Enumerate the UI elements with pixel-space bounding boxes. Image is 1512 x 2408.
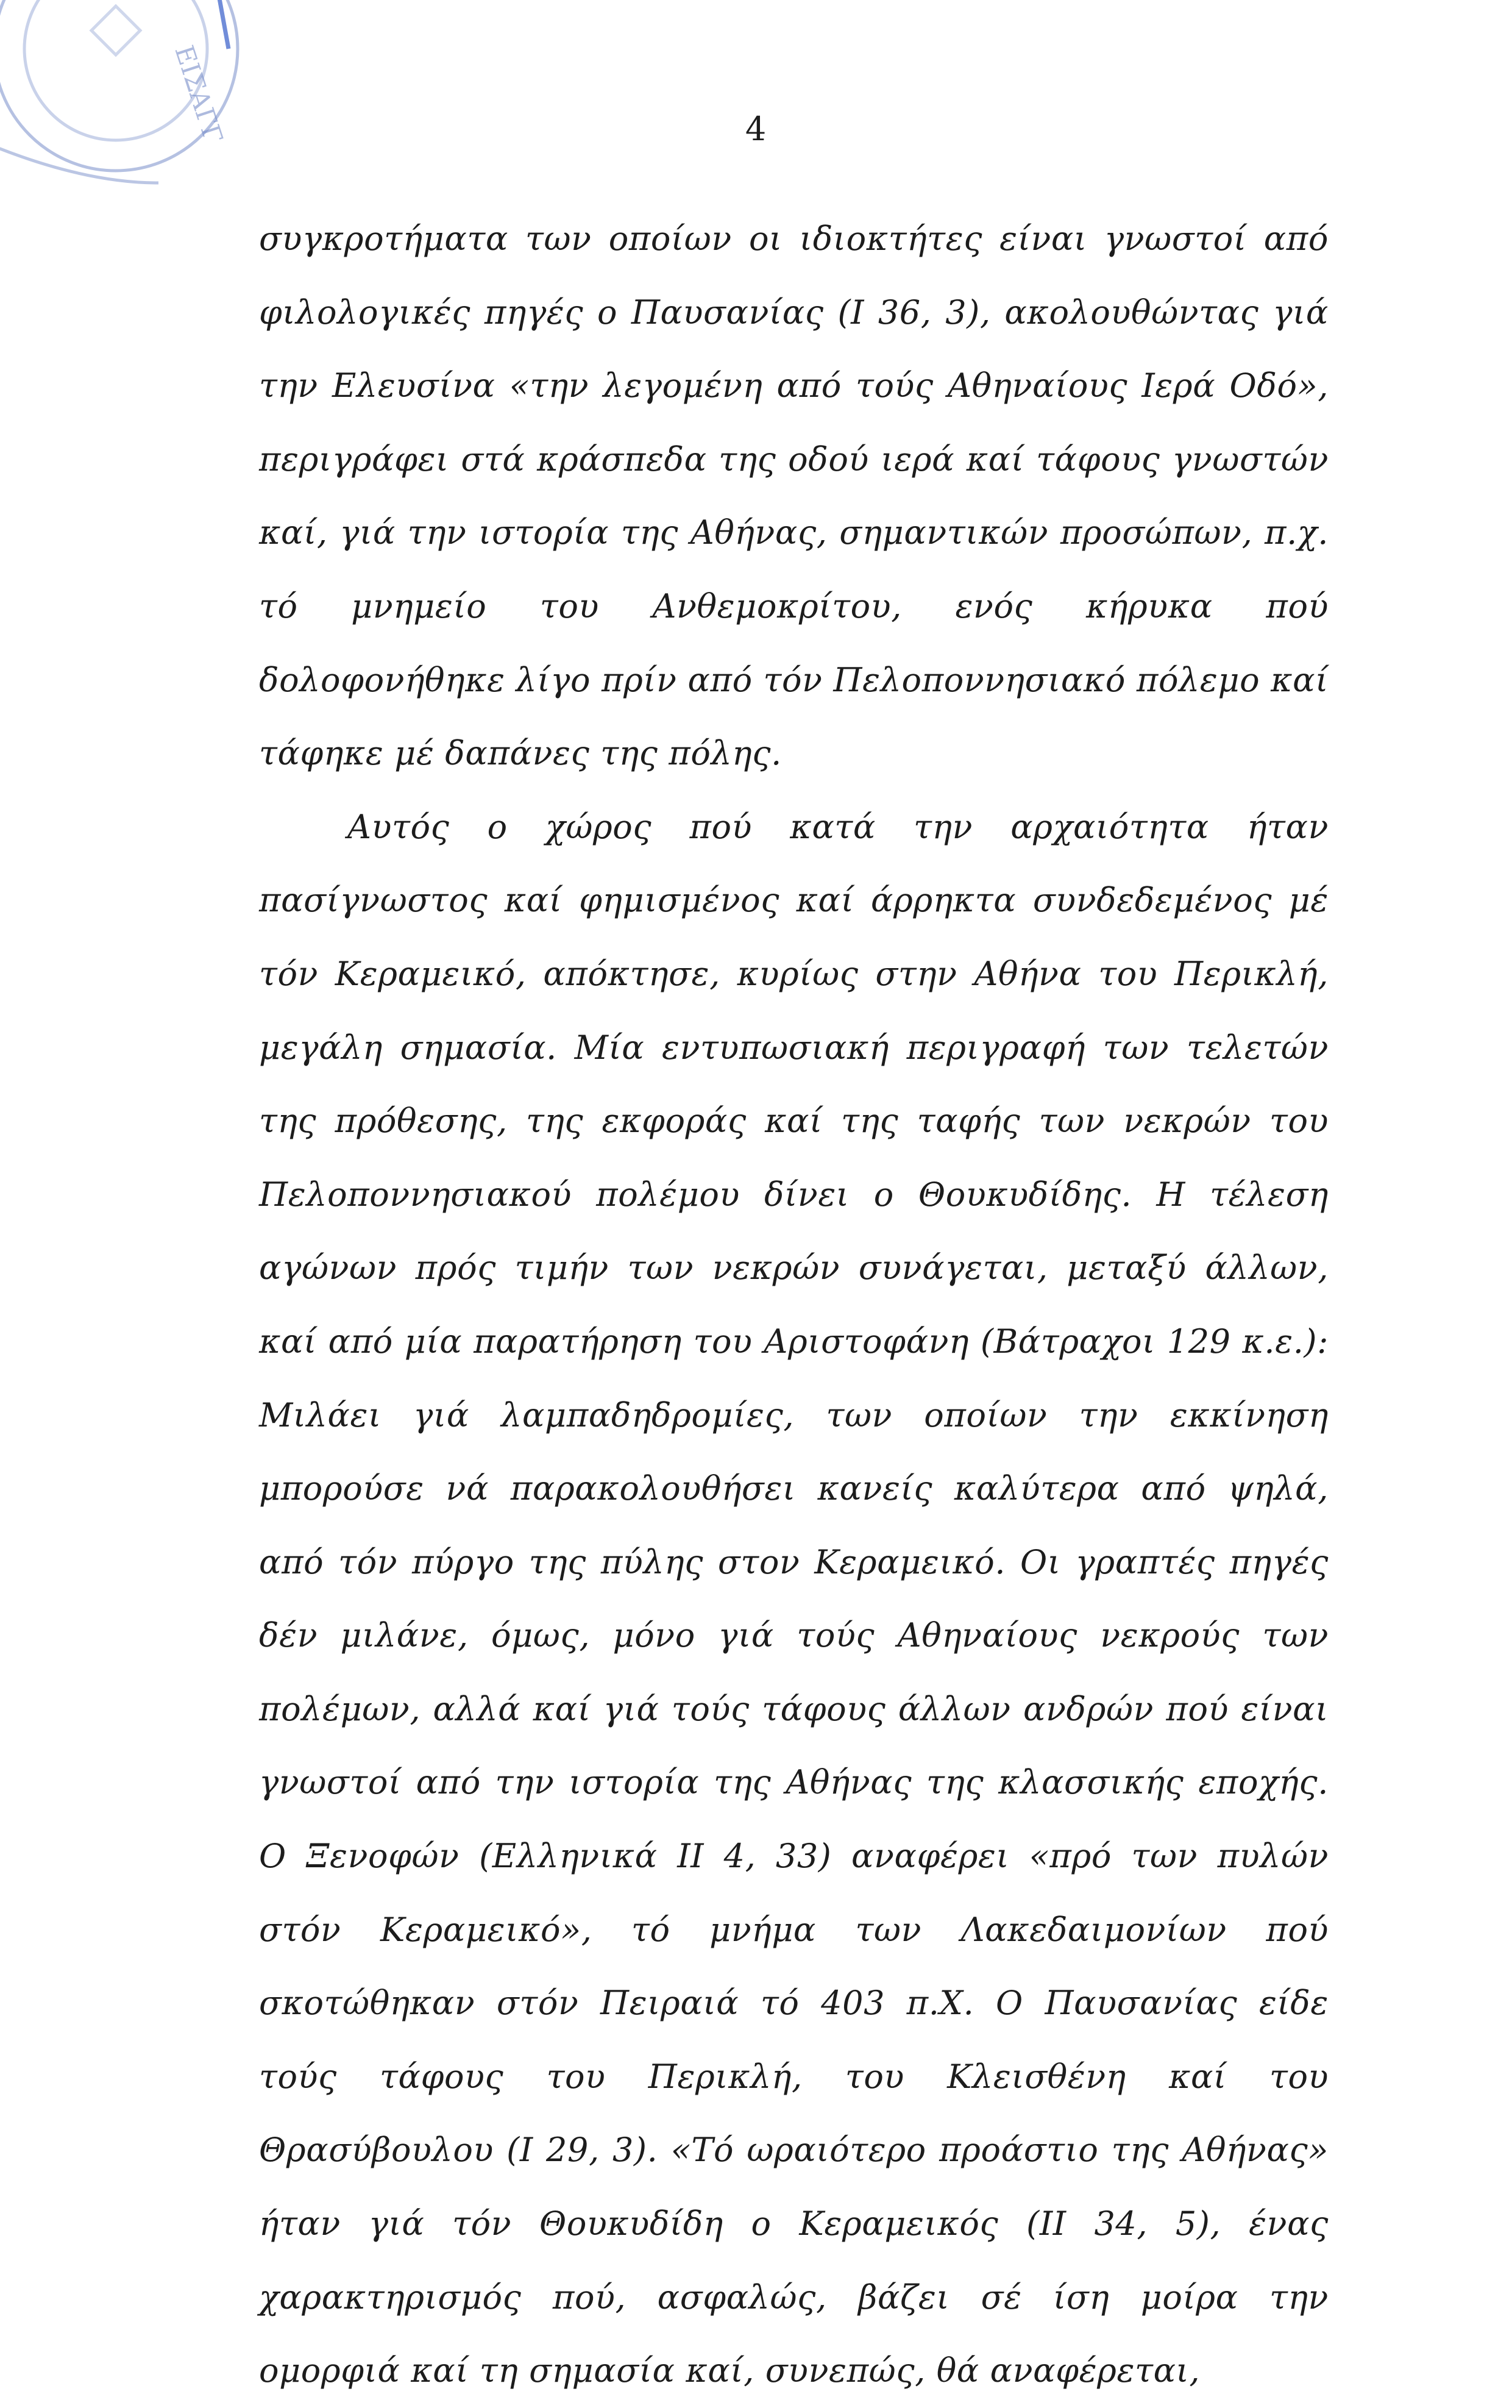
seal-text-fragment: ΕΙΣΑΓΓ (169, 41, 229, 148)
official-seal-stamp (0, 0, 280, 219)
page-number: 4 (745, 110, 767, 148)
body-text (259, 202, 1329, 2408)
paragraph-continuation: συγκροτήματα των οποίων οι ιδιοκτήτες είναι γνωστοί από φιλολογικές πηγές ο Παυσανίας (Ι 36, 3), ακολουθώντας γιά την Ελευσίνα «την λεγομένη από τούς Αθηναίους Ιερά Οδό», περιγράφει στά κράσπεδα της οδού ιερά καί τάφους γνωστών καί, γιά την ιστορία της Αθήνας, σημαντικών προσώπων, π.χ. τό μνημείο του Ανθεμοκρίτου, ενός κήρυκα πού δολοφονήθηκε λίγο πρίν από τόν Πελοποννησιακό πόλεμο καί τάφηκε μέ δαπάνες της πόλης. (259, 219, 1329, 773)
seal-pen-stroke (216, 0, 229, 49)
paragraph-kerameikos: Αυτός ο χώρος πού κατά την αρχαιότητα ήταν πασίγνωστος καί φημισμένος καί άρρηκτα συνδεδεμένος μέ τόν Κεραμεικό, απόκτησε, κυρίως στην Αθήνα του Περικλή, μεγάλη σημασία. Μία εντυπωσιακή περιγραφή των τελετών της πρόθεσης, της εκφοράς καί της ταφής των νεκρών του Πελοποννησιακού πολέμου δίνει ο Θουκυδίδης. Η τέλεση αγώνων πρός τιμήν των νεκρών συνάγεται, μεταξύ άλλων, καί από μία παρατήρηση του Αριστοφάνη (Βάτραχοι 129 κ.ε.): Μιλάει γιά λαμπαδηδρομίες, των οποίων την εκκίνηση μπορούσε νά παρακολουθήσει κανείς καλύτερα από ψηλά, από τόν πύργο της πύλης στον Κεραμεικό. Οι γραπτές πηγές δέν μιλάνε, όμως, μόνο γιά τούς Αθηναίους νεκρούς των πολέμων, αλλά καί γιά τούς τάφους άλλων ανδρών πού είναι γνωστοί από την ιστορία της Αθήνας της κλασσικής εποχής. Ο Ξενοφών (Ελληνικά ΙΙ 4, 33) αναφέρει «πρό των πυλών στόν Κεραμεικό», τό μνήμα των Λακεδαιμονίων πού σκοτώθηκαν στόν Πειραιά τό 403 π.Χ. Ο Παυσανίας είδε τούς τάφους του Περικλή, του Κλεισθένη καί του Θρασύβουλου (Ι 29, 3). «Τό ωραιότερο προάστιο της Αθήνας» ήταν γιά τόν Θουκυδίδη ο Κεραμεικός (ΙΙ 34, 5), ένας χαρακτηρισμός πού, ασφαλώς, βάζει σέ ίση μοίρα την ομορφιά καί τη σημασία καί, συνεπώς, θά αναφέρεται, (259, 807, 1329, 2390)
seal-center-mark (91, 6, 140, 55)
